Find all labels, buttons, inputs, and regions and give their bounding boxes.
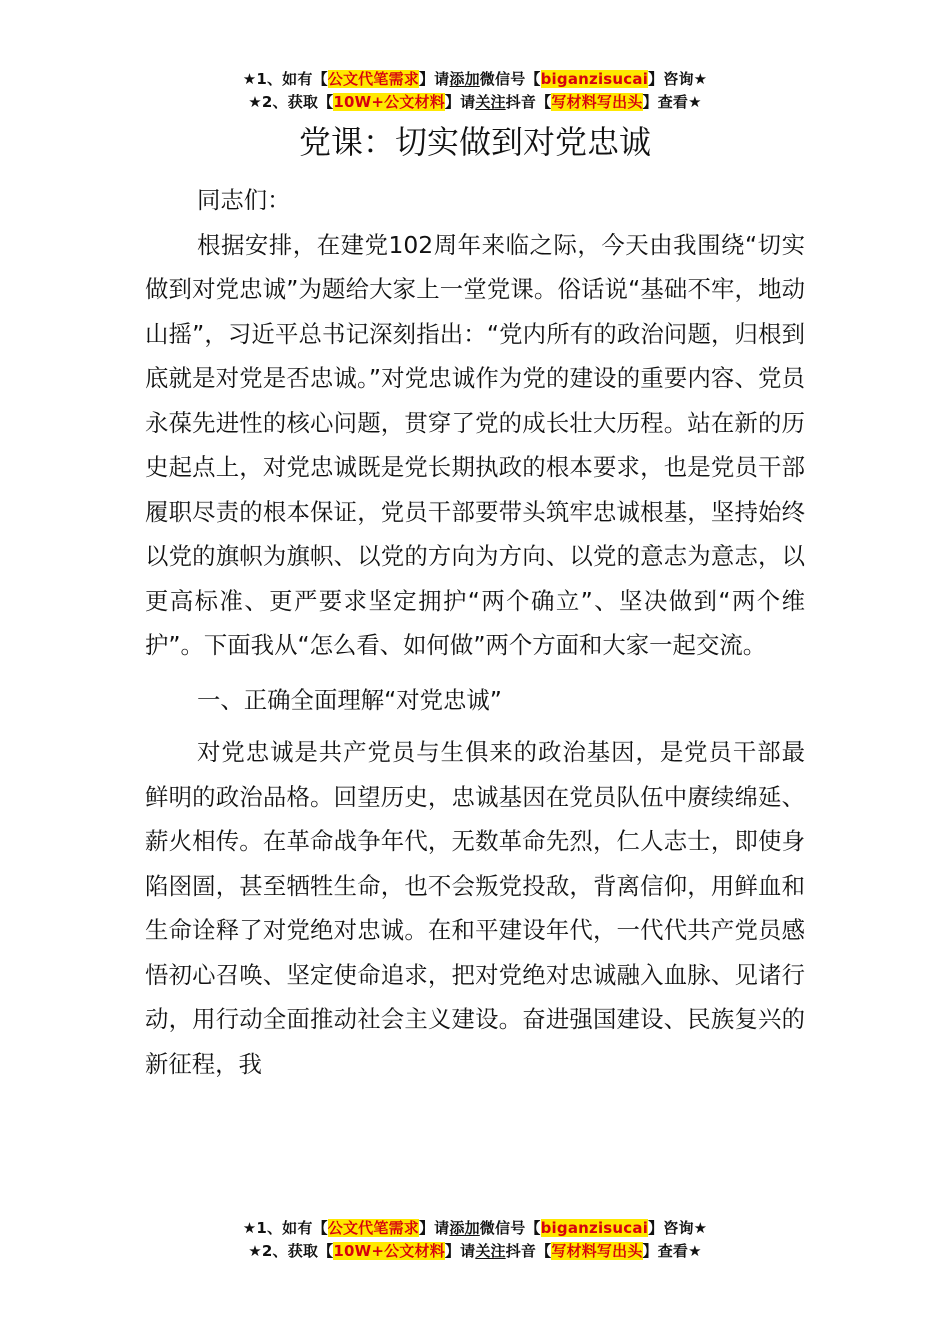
banner-text: 微信号【 (479, 70, 541, 88)
document-title: 党课：切实做到对党忠诚 (298, 123, 651, 161)
banner-text: 】请 (418, 70, 450, 88)
banner-underline: 添加 (449, 70, 480, 88)
banner-highlight: 公文代笔需求 (327, 70, 419, 88)
banner-underline: 关注 (475, 93, 506, 111)
banner-underline: 关注 (475, 1242, 506, 1260)
banner-line-2 (0, 1240, 950, 1263)
bottom-banner (0, 1217, 950, 1263)
top-banner (0, 68, 950, 114)
banner-highlight: 公文代笔需求 (327, 1219, 419, 1237)
banner-line-1 (0, 68, 950, 91)
banner-text: 】查看★ (642, 93, 702, 111)
paragraph-intro: 根据安排，在建党102周年来临之际，今天由我围绕“切实做到对党忠诚”为题给大家上一堂党课。俗话说“基础不牢，地动山摇”，习近平总书记深刻指出：“党内所有的政治问题，归根到底就是对党是否忠诚。”对党忠诚作为党的建设的重要内容、党员永葆先进性的核心问题，贯穿了党的成长壮大历程。站在新的历史起点上，对党忠诚既是党长期执政的根本要求，也是党员干部履职尽责的根本保证，党员干部要带头筑牢忠诚根基，坚持始终以党的旗帜为旗帜、以党的方向为方向、以党的意志为意志，以更高标准、更严要求坚定拥护“两个确立”、坚决做到“两个维护”。下面我从“怎么看、如何做”两个方面和大家一起交流。 (145, 230, 805, 659)
banner-text: 微信号【 (479, 1219, 541, 1237)
banner-text: ★1、如有【 (242, 70, 328, 88)
banner-douyin-id: 写材料写出头 (551, 1242, 643, 1260)
salutation: 同志们： (197, 186, 291, 214)
banner-wechat-id: biganzisucai (540, 1219, 649, 1237)
banner-text: 】咨询★ (648, 70, 708, 88)
banner-line-1 (0, 1217, 950, 1240)
banner-wechat-id: biganzisucai (540, 70, 649, 88)
paragraph-section-1: 对党忠诚是共产党员与生俱来的政治基因，是党员干部最鲜明的政治品格。回望历史，忠诚基因在党员队伍中赓续绵延、薪火相传。在革命战争年代，无数革命先烈，仁人志士，即使身陷囹圄，甚至牺牲生命，也不会叛党投敌，背离信仰，用鲜血和生命诠释了对党绝对忠诚。在和平建设年代，一代代共产党员感悟初心召唤、坚定使命追求，把对党绝对忠诚融入血脉、见诸行动，用行动全面推动社会主义建设。奋进强国建设、民族复兴的新征程，我 (145, 738, 805, 1078)
banner-text: 】咨询★ (648, 1219, 708, 1237)
banner-underline: 添加 (449, 1219, 480, 1237)
banner-text: 】请 (444, 1242, 476, 1260)
section-heading: 一、正确全面理解“对党忠诚” (197, 685, 502, 714)
banner-text: ★1、如有【 (242, 1219, 328, 1237)
banner-douyin-id: 写材料写出头 (551, 93, 643, 111)
banner-text: 】请 (444, 93, 476, 111)
banner-text: 】查看★ (642, 1242, 702, 1260)
banner-line-2 (0, 91, 950, 114)
banner-text: ★2、获取【 (248, 1242, 334, 1260)
banner-text: 抖音【 (505, 1242, 552, 1260)
banner-highlight: 10W+公文材料 (333, 93, 445, 111)
banner-text: ★2、获取【 (248, 93, 334, 111)
banner-text: 】请 (418, 1219, 450, 1237)
banner-text: 抖音【 (505, 93, 552, 111)
document-body (145, 178, 805, 1086)
banner-highlight: 10W+公文材料 (333, 1242, 445, 1260)
